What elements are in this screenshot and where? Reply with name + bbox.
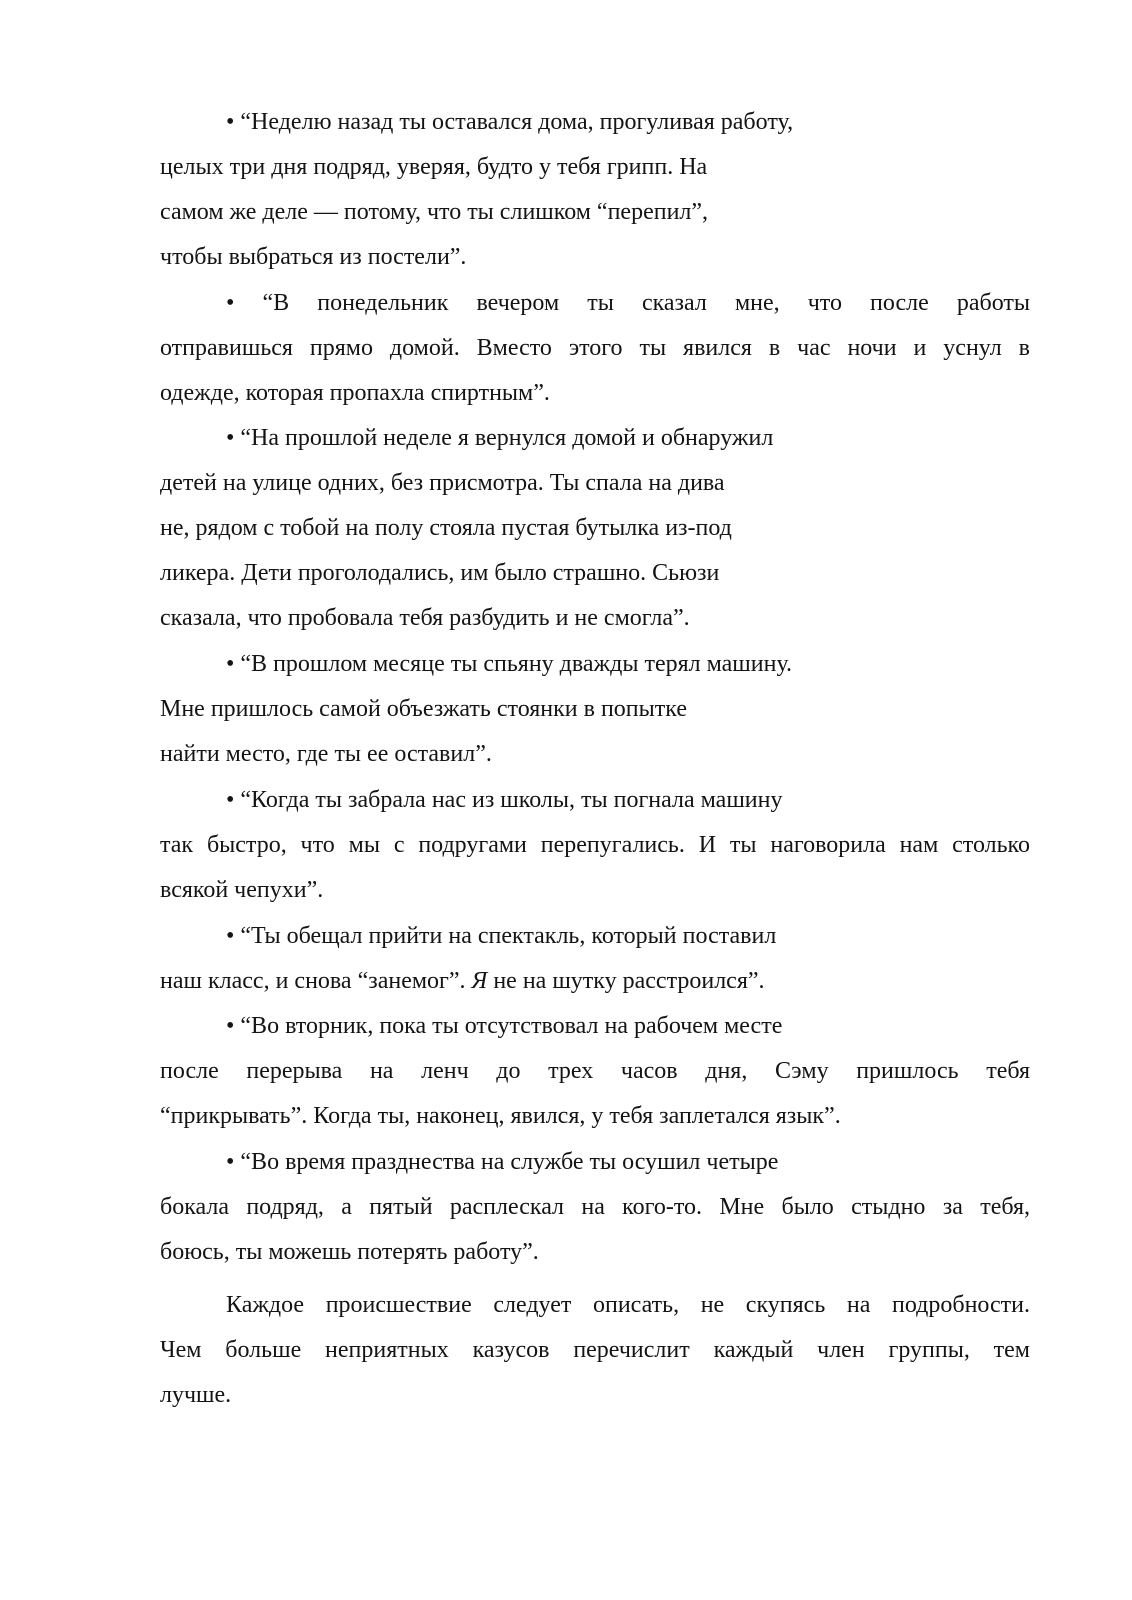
text-line: не, рядом с тобой на полу стояла пустая бутылка из-под <box>160 515 732 541</box>
text-line: самом же деле — потому, что ты слишком “перепил”, <box>160 199 709 225</box>
text-line: чтобы выбраться из постели”. <box>160 244 467 270</box>
text-line: ликера. Дети проголодались, им было страшно. Сьюзи <box>160 560 720 586</box>
text-line: • “Во время празднества на службе ты осушил четыре <box>226 1149 779 1175</box>
text-line: • “В понедельник вечером ты сказал мне, что после работы <box>226 290 1030 316</box>
text-line: детей на улице одних, без присмотра. Ты спала на дива <box>160 470 725 496</box>
text-line: всякой чепухи”. <box>160 877 324 903</box>
text-line: Каждое происшествие следует описать, не скупясь на подробности. <box>226 1292 1030 1318</box>
text-line: • “Неделю назад ты оставался дома, прогуливая работу, <box>226 109 794 135</box>
text-line: • “Когда ты забрала нас из школы, ты погнала машину <box>226 787 783 813</box>
text-line: целых три дня подряд, уверяя, будто у тебя грипп. На <box>160 154 708 180</box>
text-line: • “Во вторник, пока ты отсутствовал на рабочем месте <box>226 1013 783 1039</box>
text-line: лучше. <box>160 1382 232 1408</box>
text-line: Чем больше неприятных казусов перечислит каждый член группы, тем <box>160 1337 1030 1363</box>
text-line: “прикрывать”. Когда ты, наконец, явился, у тебя заплетался язык”. <box>160 1103 841 1129</box>
text-line: боюсь, ты можешь потерять работу”. <box>160 1239 539 1265</box>
text-line: Мне пришлось самой объезжать стоянки в попытке <box>160 696 687 722</box>
text-line: найти место, где ты ее оставил”. <box>160 741 492 767</box>
text-line: так быстро, что мы с подругами перепугались. И ты наговорила нам столько <box>160 832 1030 858</box>
italic-word: Я <box>471 968 488 994</box>
text-line: одежде, которая пропахла спиртным”. <box>160 380 550 406</box>
text-line <box>160 966 765 996</box>
text-line: • “В прошлом месяце ты спьяну дважды терял машину. <box>226 651 793 677</box>
text-line: • “Ты обещал прийти на спектакль, который поставил <box>226 923 777 949</box>
text-line: • “На прошлой неделе я вернулся домой и обнаружил <box>226 425 774 451</box>
text-run: не на шутку расстроился”. <box>487 968 765 994</box>
text-line: бокала подряд, а пятый расплескал на кого-то. Мне было стыдно за тебя, <box>160 1194 1030 1220</box>
text-line: сказала, что пробовала тебя разбудить и не смогла”. <box>160 605 690 631</box>
text-run: наш класс, и снова “занемог”. <box>160 968 472 994</box>
text-line: после перерыва на ленч до трех часов дня, Сэму пришлось тебя <box>160 1058 1030 1084</box>
text-line: отправишься прямо домой. Вместо этого ты явился в час ночи и уснул в <box>160 335 1030 361</box>
